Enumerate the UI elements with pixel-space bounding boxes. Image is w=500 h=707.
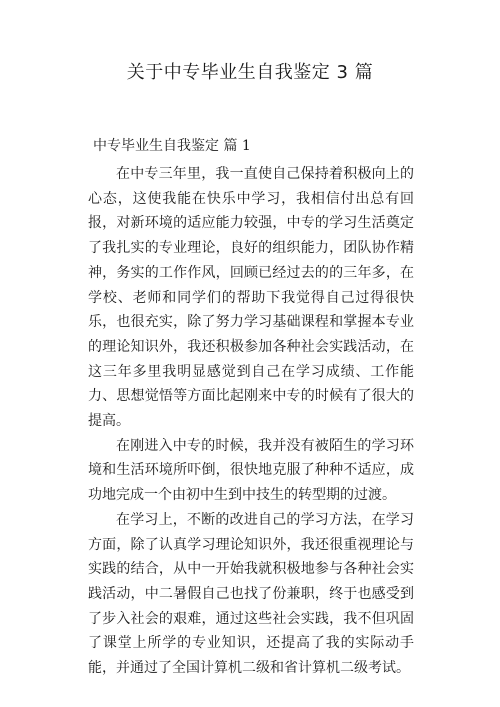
- document-body: [88, 162, 414, 681]
- paragraph-1: 在中专三年里，我一直使自己保持着积极向上的心态，这使我能在快乐中学习，我相信付出总有回报，对新环境的适应能力较强，中专的学习生活奠定了我扎实的专业理论，良好的组织能力，团队协作精神，务实的工作作风，回顾已经过去的的三年多，在学校、老师和同学们的帮助下我觉得自己过得很快乐，也很充实，除了努力学习基础课程和掌握本专业的理论知识外，我还积极参加各种社会实践活动，在这三年多里我明显感觉到自己在学习成绩、工作能力、思想觉悟等方面比起刚来中专的时候有了很大的提高。: [88, 166, 414, 430]
- document-title: 关于中专毕业生自我鉴定 3 篇: [126, 62, 374, 83]
- paragraph-3: 在学习上，不断的改进自己的学习方法，在学习方面，除了认真学习理论知识外，我还很重视理论与实践的结合，从中一开始我就积极地参与各种社会实践活动，中二暑假自己也找了份兼职，终于也感受到了步入社会的艰难，通过这些社会实践，我不但巩固了课堂上所学的专业知识，还提高了我的实际动手能，并通过了全国计算机二级和省计算机二级考试。: [88, 511, 414, 677]
- paragraph-2: 在刚进入中专的时候，我并没有被陌生的学习环境和生活环境所吓倒，很快地克服了种种不适应，成功地完成一个由初中生到中技生的转型期的过渡。: [88, 437, 414, 504]
- section-heading: 中专毕业生自我鉴定 篇 1: [93, 138, 251, 154]
